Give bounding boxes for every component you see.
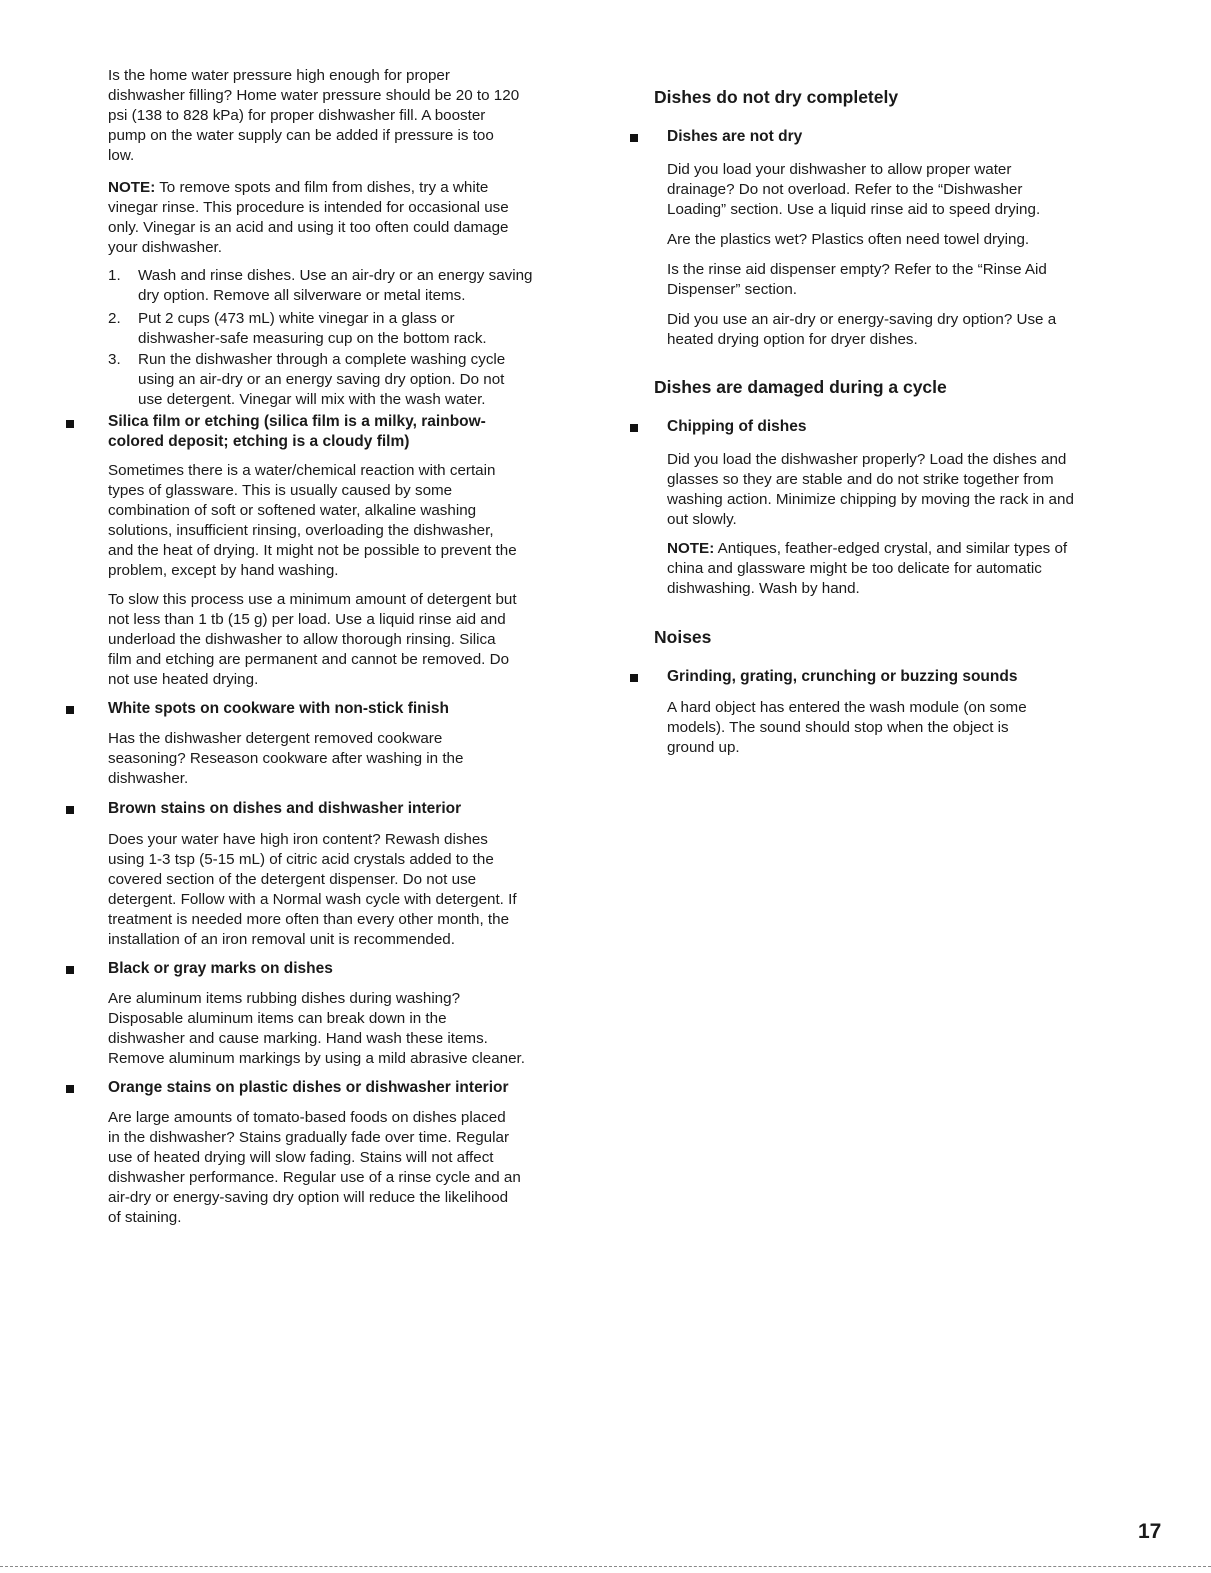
note-text: To remove spots and film from dishes, try a white vinegar rinse. This procedure is intended for occasional use only. Vinegar is an acid and using it too often could damage your dishwasher.: [108, 179, 509, 256]
step-number: 2.: [108, 310, 121, 327]
step-number: 1.: [108, 267, 121, 284]
brown-stains-heading: Brown stains on dishes and dishwasher interior: [108, 800, 462, 817]
dry-paragraph-4: Did you use an air-dry or energy-saving dry option? Use a heated drying option for dryer dishes.: [667, 311, 1057, 348]
step-number: 3.: [108, 351, 121, 368]
bullet-square-icon: [66, 966, 74, 974]
damaged-section-heading: Dishes are damaged during a cycle: [654, 377, 947, 397]
note-label: NOTE:: [667, 540, 715, 557]
bullet-square-icon: [630, 424, 638, 432]
water-pressure-paragraph: Is the home water pressure high enough for proper dishwasher filling? Home water pressure should be 20 to 120 psi (138 to 828 kPa) for proper dishwasher fill. A booster pump on the water supply can be added if pressure is too low.: [108, 67, 520, 164]
scan-edge-divider: [0, 1566, 1211, 1567]
page-number: 17: [1138, 1520, 1162, 1543]
white-spots-heading: White spots on cookware with non-stick finish: [108, 700, 450, 717]
white-spots-paragraph: Has the dishwasher detergent removed cookware seasoning? Reseason cookware after washing in the dishwasher.: [108, 730, 464, 787]
orange-stains-heading: Orange stains on plastic dishes or dishwasher interior: [108, 1079, 509, 1096]
dry-paragraph-1: Did you load your dishwasher to allow proper water drainage? Do not overload. Refer to the “Dishwasher Loading” section. Use a liquid rinse aid to speed drying.: [667, 161, 1041, 218]
noises-section-heading: Noises: [654, 627, 712, 647]
chipping-paragraph: Did you load the dishwasher properly? Load the dishes and glasses so they are stable and do not strike together from washing action. Minimize chipping by moving the rack in and out slowly.: [667, 451, 1074, 528]
dry-paragraph-3: Is the rinse aid dispenser empty? Refer to the “Rinse Aid Dispenser” section.: [667, 261, 1047, 298]
step-text: Put 2 cups (473 mL) white vinegar in a glass or dishwasher-safe measuring cup on the bottom rack.: [138, 310, 487, 347]
silica-paragraph-2: To slow this process use a minimum amount of detergent but not less than 1 tb (15 g) per load. Use a liquid rinse aid and underload the dishwasher to allow thorough rinsing. Silica film and etching are permanent and cannot be removed. Do not use heated drying.: [108, 591, 517, 688]
silica-heading: Silica film or etching (silica film is a milky, rainbow- colored deposit; etching is a cloudy film): [108, 413, 486, 450]
black-marks-heading: Black or gray marks on dishes: [108, 960, 333, 977]
bullet-square-icon: [66, 420, 74, 428]
bullet-square-icon: [630, 674, 638, 682]
note-text: Antiques, feather-edged crystal, and similar types of china and glassware might be too delicate for automatic dishwashing. Wash by hand.: [667, 540, 1068, 597]
bullet-square-icon: [66, 806, 74, 814]
bullet-square-icon: [66, 1085, 74, 1093]
dry-paragraph-2: Are the plastics wet? Plastics often need towel drying.: [667, 231, 1030, 248]
bullet-square-icon: [630, 134, 638, 142]
step-text: Wash and rinse dishes. Use an air-dry or an energy saving dry option. Remove all silverware or metal items.: [138, 267, 533, 304]
note-label: NOTE:: [108, 179, 156, 196]
black-marks-paragraph: Are aluminum items rubbing dishes during washing? Disposable aluminum items can break down in the dishwasher and cause marking. Hand wash these items. Remove aluminum markings by using a mild abrasive cleaner.: [108, 990, 525, 1067]
grinding-heading: Grinding, grating, crunching or buzzing sounds: [667, 668, 1018, 685]
grinding-paragraph: A hard object has entered the wash module (on some models). The sound should stop when the object is ground up.: [667, 699, 1027, 756]
dry-section-heading: Dishes do not dry completely: [654, 87, 899, 107]
vinegar-note: [108, 178, 509, 258]
chipping-heading: Chipping of dishes: [667, 418, 807, 435]
dishes-not-dry-heading: Dishes are not dry: [667, 128, 803, 145]
chipping-note: [667, 539, 1067, 599]
orange-stains-paragraph: Are large amounts of tomato-based foods on dishes placed in the dishwasher? Stains gradually fade over time. Regular use of heated drying will slow fading. Stains will not affect dishwasher performance. Regular use of a rinse cycle and an air-dry or energy-saving dry option will reduce the likelihood of staining.: [108, 1109, 521, 1226]
step-text: Run the dishwasher through a complete washing cycle using an air-dry or an energy saving dry option. Do not use detergent. Vinegar will mix with the wash water.: [138, 351, 506, 408]
silica-paragraph-1: Sometimes there is a water/chemical reaction with certain types of glassware. This is usually caused by some combination of soft or softened water, alkaline washing solutions, insufficient rinsing, overloading the dishwasher, and the heat of drying. It might not be possible to prevent the problem, except by hand washing.: [108, 462, 517, 579]
brown-stains-paragraph: Does your water have high iron content? Rewash dishes using 1-3 tsp (5-15 mL) of citric acid crystals added to the covered section of the detergent dispenser. Do not use detergent. Follow with a Normal wash cycle with detergent. If treatment is needed more often than every other month, the installation of an iron removal unit is recommended.: [108, 831, 517, 948]
bullet-square-icon: [66, 706, 74, 714]
